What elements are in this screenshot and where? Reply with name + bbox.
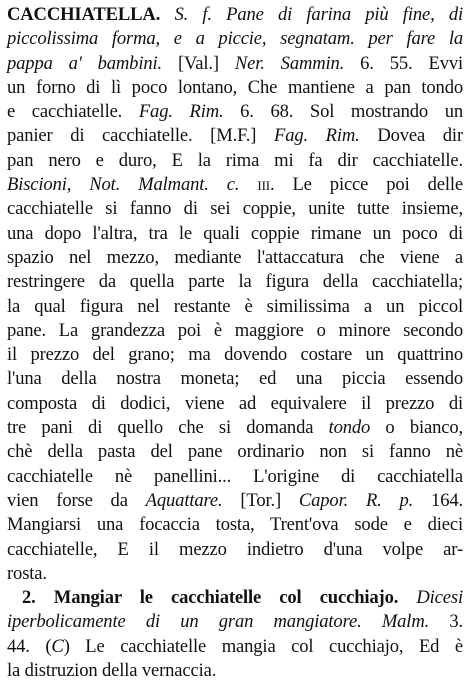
entry-line [7, 149, 463, 173]
italic-run: C [51, 635, 64, 657]
entry-line [7, 246, 463, 270]
italic-run: Aquattare. [145, 489, 223, 511]
entry-line [7, 513, 463, 537]
italic-run: Ner. Sammin. [234, 52, 345, 74]
text-run: panier di cacchiatelle. [M.F.] [7, 125, 274, 147]
entry-line [7, 270, 463, 294]
entry-line [7, 635, 463, 659]
text-run: chè della pasta del pane ordinario non si fanno nè [7, 441, 463, 463]
dictionary-entry-cacchiatella [7, 3, 463, 683]
text-run: [Val.] [162, 52, 235, 74]
text-run: la distruzion della vernaccia. [7, 660, 217, 682]
sense-heading: 2. Mangiar le cacchiatelle col cucchiajo. [22, 587, 399, 609]
entry-line [7, 100, 463, 124]
text-run: un forno di lì poco lontano, Che mantiene a pan tondo [7, 76, 463, 98]
entry-line [7, 659, 463, 683]
entry-line [7, 562, 463, 586]
text-run: pan nero e duro, E la rima mi fa dir cacchiatelle. [7, 149, 463, 171]
text-run: Dovea dir [359, 125, 463, 147]
entry-line [7, 392, 463, 416]
entry-line [7, 295, 463, 319]
entry-line [7, 586, 463, 610]
text-run [160, 4, 174, 25]
entry-line [7, 27, 463, 51]
text-run: pane. La grandezza poi è maggiore o minore secondo [7, 319, 463, 341]
italic-run: piccolissima forma, e a piccie, segnatam. per fare la [7, 28, 463, 50]
text-run: Mangiarsi una focaccia tosta, Trent'ova sode e dieci [7, 514, 463, 536]
entry-line [7, 222, 463, 246]
text-run: vien forse da [7, 489, 146, 511]
entry-line [7, 538, 463, 562]
text-run: restringere da quella parte la figura della cacchiatella; [7, 271, 463, 293]
entry-line [7, 197, 463, 221]
headword: CACCHIATELLA. [7, 4, 161, 25]
text-run: rosta. [7, 562, 47, 584]
text-run: il prezzo del grano; ma dovendo costare un quattrino [7, 344, 463, 366]
entry-line [7, 489, 463, 513]
italic-run: Dicesi [416, 587, 463, 609]
italic-run: Biscioni, Not. Malmant. c. [7, 174, 240, 196]
entry-line [7, 319, 463, 343]
entry-line [7, 124, 463, 148]
entry-line [7, 465, 463, 489]
text-run: 164. [413, 489, 463, 511]
text-run: 6. 55. Evvi [344, 52, 463, 74]
italic-run: Fag. Rim. [274, 125, 360, 147]
text-run: tre pani di quello che si domanda [7, 417, 329, 439]
italic-run: pappa a' bambini. [7, 52, 163, 74]
text-run: cacchiatelle si fanno di sei coppie, unite tutte insieme, [7, 198, 463, 220]
entry-line [7, 416, 463, 440]
text-run: o bianco, [370, 417, 463, 439]
text-run: composta di dodici, viene ad equivalere il prezzo di [7, 392, 463, 414]
text-run: 3. [429, 611, 463, 633]
entry-line [7, 76, 463, 100]
text-run: cacchiatelle nè panellini... L'origine di cacchiatella [7, 465, 463, 487]
italic-run: iperbolicamente di un gran mangiatore. Malm. [7, 611, 430, 633]
entry-line [7, 610, 463, 634]
text-run: l'una della nostra moneta; ed una piccia essendo [7, 368, 463, 390]
entry-line [7, 52, 463, 76]
text-run: cacchiatelle, E il mezzo indietro d'una volpe ar- [7, 538, 463, 560]
roman-numeral: iii. [257, 174, 275, 196]
text-run: [Tor.] [222, 489, 299, 511]
italic-run: Capor. R. p. [298, 489, 414, 511]
text-run: 44. ( [7, 635, 52, 657]
entry-line [7, 343, 463, 367]
text-run: Le picce poi delle [274, 174, 463, 196]
text-run [398, 587, 416, 608]
italic-run: S. f. Pane di farina più fine, di [174, 4, 464, 25]
text-run: spazio nel mezzo, mediante l'attaccatura che viene a [7, 246, 463, 268]
text-run: e cacchiatelle. [7, 101, 139, 123]
entry-line [7, 367, 463, 391]
italic-run: Fag. Rim. [138, 101, 224, 123]
text-run: la qual figura nel restante è similissima a un piccol [7, 295, 463, 317]
entry-line [7, 440, 463, 464]
text-run: ) Le cacchiatelle mangia col cucchiajo, Ed è [63, 635, 463, 657]
italic-run: tondo [328, 417, 371, 439]
entry-line [7, 173, 463, 197]
text-run [239, 174, 257, 195]
text-run: una dopo l'altra, tra le quali coppie rimane un poco di [7, 222, 463, 244]
entry-line [7, 3, 463, 27]
text-run: 6. 68. Sol mostrando un [223, 101, 463, 123]
